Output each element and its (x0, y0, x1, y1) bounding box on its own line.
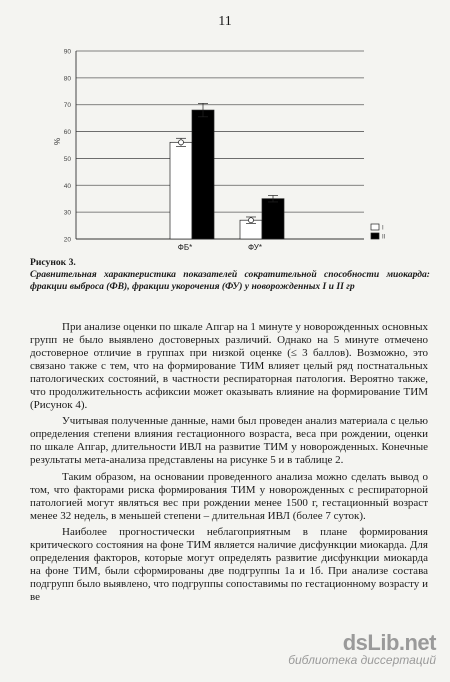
y-axis-label: % (53, 137, 62, 145)
y-tick-label: 70 (63, 102, 71, 110)
paragraph: Учитывая полученные данные, нами был проведен анализ материала с целью определения степени влияния гестационного возраста, веса при рождении, оценки по шкале Апгар, длительности ИВЛ на развитие ТИМ у новорожденных. Конечные результаты мета-анализа представлены на рисунке 5 и в таблице 2. (30, 415, 428, 467)
body-text (30, 321, 428, 604)
y-tick-label: 80 (63, 75, 71, 83)
paragraph: Наиболее прогностически неблагоприятным в плане формирования критического состояния на фоне ТИМ является наличие дисфункции миокарда. Для определения факторов, которые могут определять развитие дисфункции миокарда на фоне ТИМ, были сформированы две подгруппы 1а и 1б. При анализе состава подгрупп было выявлено, что подгруппы сопоставимы по гестационному возрасту и ве (30, 525, 428, 603)
legend-swatch (371, 233, 379, 239)
y-tick-label: 90 (63, 48, 71, 56)
paragraph: При анализе оценки по шкале Апгар на 1 минуте у новорожденных основных групп не было выявлено достоверных различий. Однако на 5 минуте отмечено достоверное отличие в группах при низкой оценке (≤ 3 баллов). Возможно, это связано также с тем, что на формирование ТИМ влияет целый ряд постнатальных патологических состояний, в частности респираторная патология. Вероятно также, что продолжительность асфиксии может оказывать влияние на формирование ТИМ (Рисунок 4). (30, 321, 428, 412)
watermark-subtitle: библиотека диссертаций (288, 653, 436, 667)
page-number: 11 (218, 14, 232, 29)
x-tick-label: ФБ* (177, 243, 193, 252)
y-tick-label: 20 (63, 236, 71, 244)
bar (192, 110, 214, 239)
figure-label: Рисунок 3. (30, 257, 76, 268)
paragraph: Таким образом, на основании проведенного анализа можно сделать вывод о том, что факторами риска формирования ТИМ у новорожденных с респираторной патологией могут являться вес при рождении менее 1500 г, гестационный возраст менее 32 недель, в меньшей степени – длительная ИВЛ (более 7 суток). (30, 470, 428, 522)
watermark-logo: dsLib.net (342, 630, 436, 655)
mean-marker (179, 140, 184, 145)
legend-label: I (382, 225, 384, 232)
figure-description: Сравнительная характеристика показателей сократительной способности миокарда: фракции выброса (ФВ), фракции укорочения (ФУ) у новорожденных I и II гр (30, 269, 430, 292)
mean-marker (249, 218, 254, 223)
legend-label: II (382, 234, 386, 241)
y-tick-label: 30 (63, 209, 71, 217)
y-tick-label: 40 (63, 182, 71, 190)
bar (170, 142, 192, 239)
watermark (288, 630, 436, 667)
bar-chart (0, 36, 450, 254)
legend-swatch (371, 224, 379, 230)
bar (262, 199, 284, 239)
x-tick-label: ФУ* (248, 243, 262, 252)
figure-caption (30, 257, 430, 293)
y-tick-label: 60 (63, 129, 71, 137)
y-tick-label: 50 (63, 155, 71, 163)
